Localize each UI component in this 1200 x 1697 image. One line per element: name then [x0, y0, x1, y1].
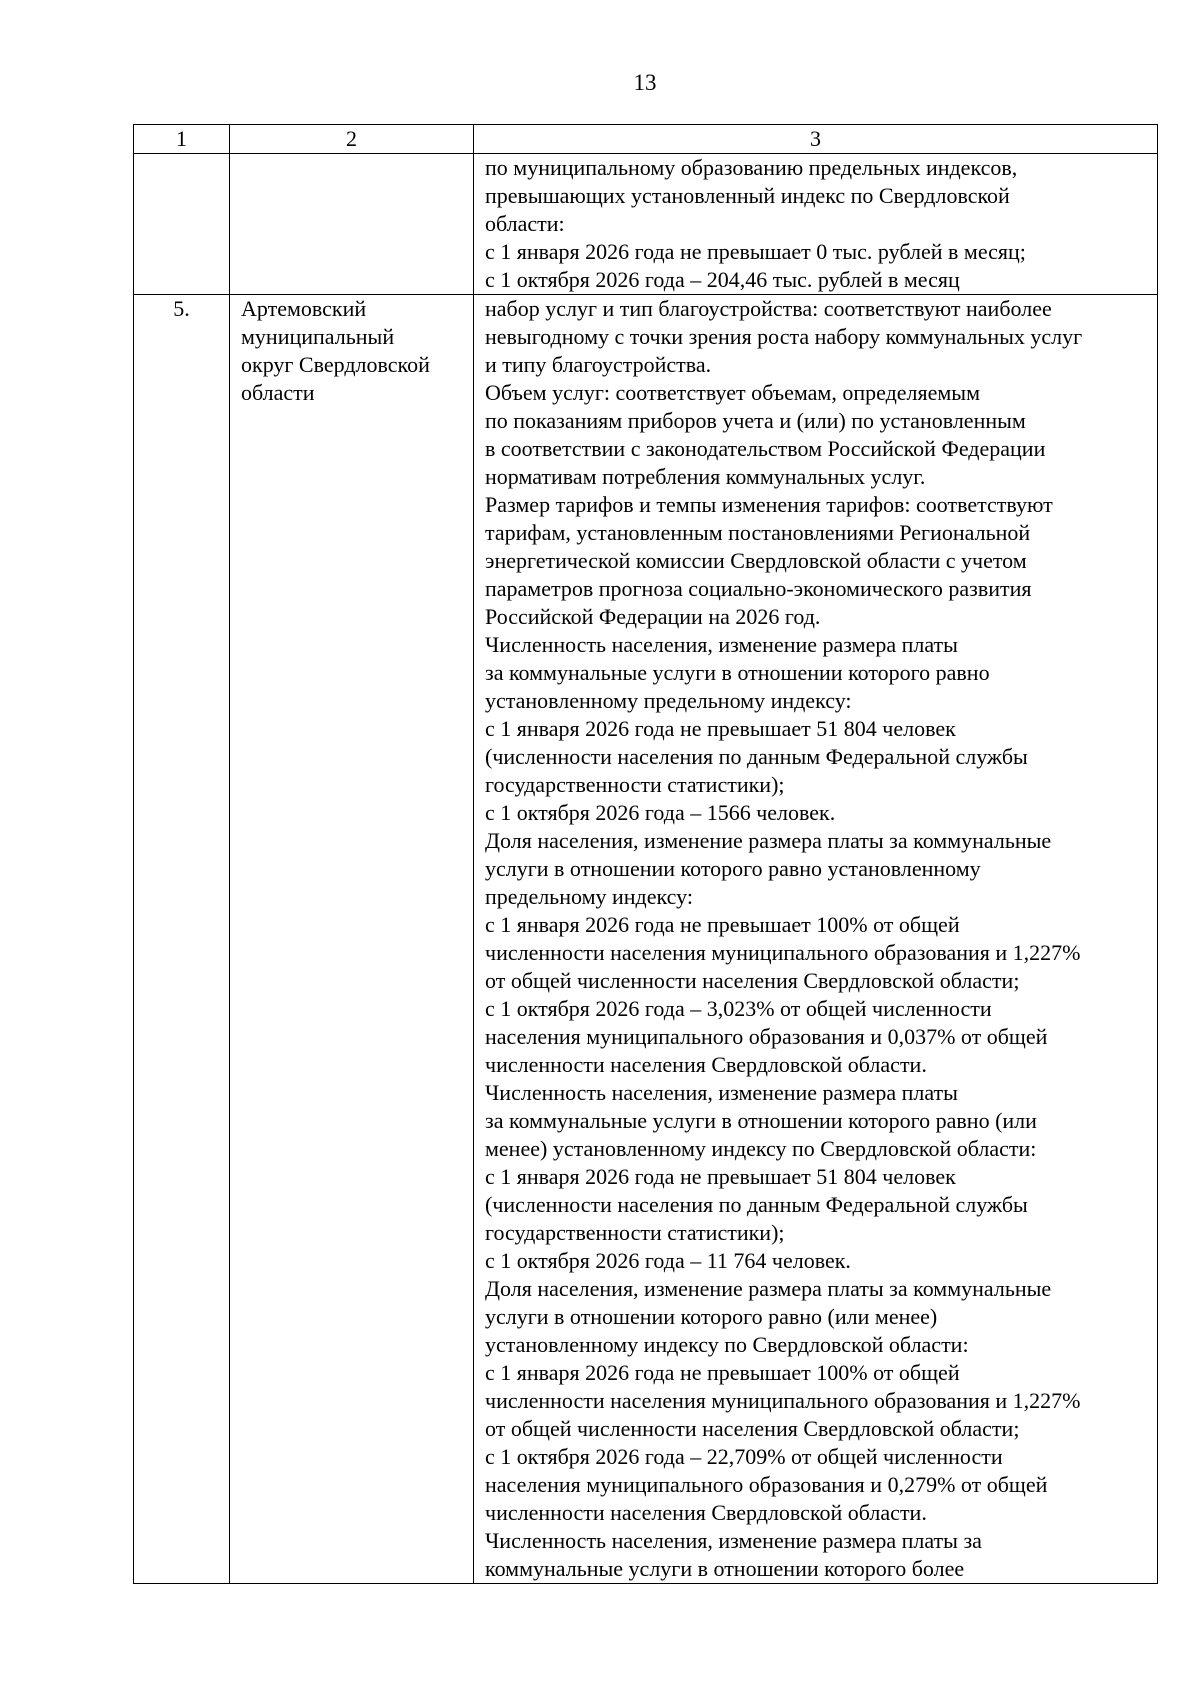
text-line: за коммунальные услуги в отношении которого равно	[485, 660, 990, 685]
text-line: государственности статистики);	[485, 772, 785, 797]
municipality-name-line: округ Свердловской	[241, 352, 430, 377]
text-line: от общей численности населения Свердловской области;	[485, 968, 1020, 993]
header-col-1: 1	[134, 125, 230, 154]
text-line: параметров прогноза социально-экономического развития	[485, 576, 1032, 601]
text-line: нормативам потребления коммунальных услуг.	[485, 464, 926, 489]
text-line: услуги в отношении которого равно установленному	[485, 856, 981, 881]
description-cell	[474, 154, 1158, 295]
text-line: Доля населения, изменение размера платы за коммунальные	[485, 828, 1052, 853]
header-col-3: 3	[474, 125, 1158, 154]
text-line: с 1 октября 2026 года – 11 764 человек.	[485, 1248, 851, 1273]
text-line: с 1 января 2026 года не превышает 100% от общей	[485, 912, 960, 937]
text-line: Численность населения, изменение размера платы	[485, 632, 958, 657]
table-row-continuation	[134, 154, 1158, 295]
text-line: Численность населения, изменение размера платы за	[485, 1528, 982, 1553]
text-line: (численности населения по данным Федеральной службы	[485, 744, 1028, 769]
row-number-cell: 5.	[134, 295, 230, 1584]
municipality-name-line: Артемовский	[241, 296, 367, 321]
text-line: по показаниям приборов учета и (или) по установленным	[485, 408, 1026, 433]
text-line: менее) установленному индексу по Свердловской области:	[485, 1136, 1037, 1161]
text-line: численности населения муниципального образования и 1,227%	[485, 1388, 1081, 1413]
text-line: с 1 января 2026 года не превышает 100% от общей	[485, 1360, 960, 1385]
text-line: численности населения Свердловской области.	[485, 1052, 927, 1077]
text-line: Российской Федерации на 2026 год.	[485, 604, 821, 629]
text-line: с 1 января 2026 года не превышает 0 тыс. рублей в месяц;	[485, 239, 1026, 264]
header-col-2: 2	[230, 125, 474, 154]
municipality-name-line: области	[241, 380, 315, 405]
text-line: тарифам, установленным постановлениями Региональной	[485, 520, 1031, 545]
text-line: с 1 января 2026 года не превышает 51 804 человек	[485, 716, 956, 741]
text-line: услуги в отношении которого равно (или менее)	[485, 1304, 938, 1329]
text-line: от общей численности населения Свердловской области;	[485, 1416, 1020, 1441]
text-line: невыгодному с точки зрения роста набору коммунальных услуг	[485, 324, 1083, 349]
text-line: за коммунальные услуги в отношении которого равно (или	[485, 1108, 1037, 1133]
document-table	[133, 124, 1158, 1584]
text-line: Размер тарифов и темпы изменения тарифов: соответствуют	[485, 492, 1053, 517]
text-line: Объем услуг: соответствует объемам, определяемым	[485, 380, 981, 405]
text-line: превышающих установленный индекс по Свердловской	[485, 183, 1010, 208]
text-line: с 1 января 2026 года не превышает 51 804 человек	[485, 1164, 956, 1189]
municipality-cell	[230, 154, 474, 295]
text-line: коммунальные услуги в отношении которого более	[485, 1556, 965, 1581]
text-line: установленному предельному индексу:	[485, 688, 852, 713]
table-header-row	[134, 125, 1158, 154]
text-line: численности населения Свердловской области.	[485, 1500, 927, 1525]
table-row-5	[134, 295, 1158, 1584]
text-line: с 1 октября 2026 года – 3,023% от общей численности	[485, 996, 992, 1021]
municipality-cell	[230, 295, 474, 1584]
text-line: области:	[485, 211, 565, 236]
municipality-name-line: муниципальный	[241, 324, 395, 349]
text-line: набор услуг и тип благоустройства: соответствуют наиболее	[485, 296, 1052, 321]
text-line: населения муниципального образования и 0,037% от общей	[485, 1024, 1048, 1049]
row-number-cell	[134, 154, 230, 295]
text-line: установленному индексу по Свердловской области:	[485, 1332, 969, 1357]
description-cell	[474, 295, 1158, 1584]
page-number: 13	[633, 70, 657, 95]
text-line: населения муниципального образования и 0,279% от общей	[485, 1472, 1048, 1497]
text-line: с 1 октября 2026 года – 22,709% от общей численности	[485, 1444, 1003, 1469]
text-line: Численность населения, изменение размера платы	[485, 1080, 958, 1105]
text-line: и типу благоустройства.	[485, 352, 712, 377]
text-line: энергетической комиссии Свердловской области с учетом	[485, 548, 1027, 573]
text-line: в соответствии с законодательством Российской Федерации	[485, 436, 1046, 461]
text-line: государственности статистики);	[485, 1220, 785, 1245]
text-line: с 1 октября 2026 года – 204,46 тыс. рублей в месяц	[485, 267, 960, 292]
text-line: с 1 октября 2026 года – 1566 человек.	[485, 800, 836, 825]
text-line: предельному индексу:	[485, 884, 693, 909]
text-line: Доля населения, изменение размера платы за коммунальные	[485, 1276, 1052, 1301]
text-line: по муниципальному образованию предельных индексов,	[485, 155, 1018, 180]
text-line: (численности населения по данным Федеральной службы	[485, 1192, 1028, 1217]
text-line: численности населения муниципального образования и 1,227%	[485, 940, 1081, 965]
